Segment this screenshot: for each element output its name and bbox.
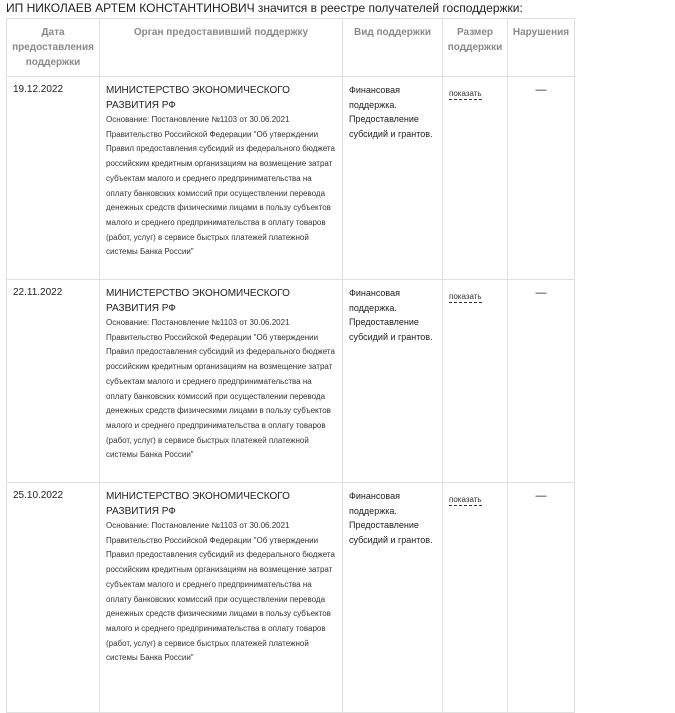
org-name: МИНИСТЕРСТВО ЭКОНОМИЧЕСКОГО РАЗВИТИЯ РФ bbox=[106, 288, 290, 314]
table-header bbox=[7, 19, 575, 77]
support-date: 25.10.2022 bbox=[13, 490, 64, 501]
date-cell bbox=[7, 280, 100, 483]
support-registry-table bbox=[6, 18, 575, 713]
show-size-link[interactable]: показать bbox=[449, 89, 482, 98]
kind-cell bbox=[343, 280, 443, 483]
date-cell bbox=[7, 483, 100, 713]
org-name: МИНИСТЕРСТВО ЭКОНОМИЧЕСКОГО РАЗВИТИЯ РФ bbox=[106, 491, 290, 517]
column-header-size: Размер поддержки bbox=[443, 19, 508, 77]
violations-value: — bbox=[535, 287, 547, 299]
support-kind: Финансовая поддержка. Предоставление субсидий и грантов. bbox=[349, 288, 433, 342]
table-row bbox=[7, 483, 575, 713]
column-header-violations: Нарушения bbox=[508, 19, 575, 77]
kind-cell bbox=[343, 483, 443, 713]
size-cell bbox=[443, 280, 508, 483]
table-row bbox=[7, 77, 575, 280]
support-kind: Финансовая поддержка. Предоставление субсидий и грантов. bbox=[349, 491, 433, 545]
column-header-date: Дата предоставления поддержки bbox=[7, 19, 100, 77]
size-cell bbox=[443, 77, 508, 280]
violations-value: — bbox=[535, 84, 547, 96]
violations-cell bbox=[508, 280, 575, 483]
violations-value: — bbox=[535, 490, 547, 502]
date-cell bbox=[7, 77, 100, 280]
org-cell bbox=[100, 77, 343, 280]
org-cell bbox=[100, 280, 343, 483]
support-basis: Основание: Постановление №1103 от 30.06.2021 Правительство Российской Федерации "Об утверждении Правил предоставления субсидий из федерального бюджета российским кредитным организациям на возмещение затрат субъектам малого и среднего предпринимательства на оплату банковских комиссий при осуществлении перевода денежных средств физическими лицами в пользу субъектов малого и среднего предпринимательства в оплату товаров (работ, услуг) в сервисе быстрых платежей платежной системы Банка России" bbox=[106, 318, 335, 460]
org-cell bbox=[100, 483, 343, 713]
org-name: МИНИСТЕРСТВО ЭКОНОМИЧЕСКОГО РАЗВИТИЯ РФ bbox=[106, 85, 290, 111]
support-kind: Финансовая поддержка. Предоставление субсидий и грантов. bbox=[349, 85, 433, 139]
table-row bbox=[7, 280, 575, 483]
support-date: 19.12.2022 bbox=[13, 84, 64, 95]
kind-cell bbox=[343, 77, 443, 280]
page-title: ИП НИКОЛАЕВ АРТЕМ КОНСТАНТИНОВИЧ значится в реестре получателей господдержки: bbox=[6, 1, 523, 15]
size-cell bbox=[443, 483, 508, 713]
violations-cell bbox=[508, 77, 575, 280]
support-basis: Основание: Постановление №1103 от 30.06.2021 Правительство Российской Федерации "Об утверждении Правил предоставления субсидий из федерального бюджета российским кредитным организациям на возмещение затрат субъектам малого и среднего предпринимательства на оплату банковских комиссий при осуществлении перевода денежных средств физическими лицами в пользу субъектов малого и среднего предпринимательства в оплату товаров (работ, услуг) в сервисе быстрых платежей платежной системы Банка России" bbox=[106, 115, 335, 257]
column-header-kind: Вид поддержки bbox=[343, 19, 443, 77]
support-date: 22.11.2022 bbox=[13, 287, 63, 298]
show-size-link[interactable]: показать bbox=[449, 495, 482, 504]
show-size-link[interactable]: показать bbox=[449, 292, 482, 301]
column-header-org: Орган предоставивший поддержку bbox=[100, 19, 343, 77]
support-basis: Основание: Постановление №1103 от 30.06.2021 Правительство Российской Федерации "Об утверждении Правил предоставления субсидий из федерального бюджета российским кредитным организациям на возмещение затрат субъектам малого и среднего предпринимательства на оплату банковских комиссий при осуществлении перевода денежных средств физическими лицами в пользу субъектов малого и среднего предпринимательства в оплату товаров (работ, услуг) в сервисе быстрых платежей платежной системы Банка России" bbox=[106, 521, 335, 663]
violations-cell bbox=[508, 483, 575, 713]
